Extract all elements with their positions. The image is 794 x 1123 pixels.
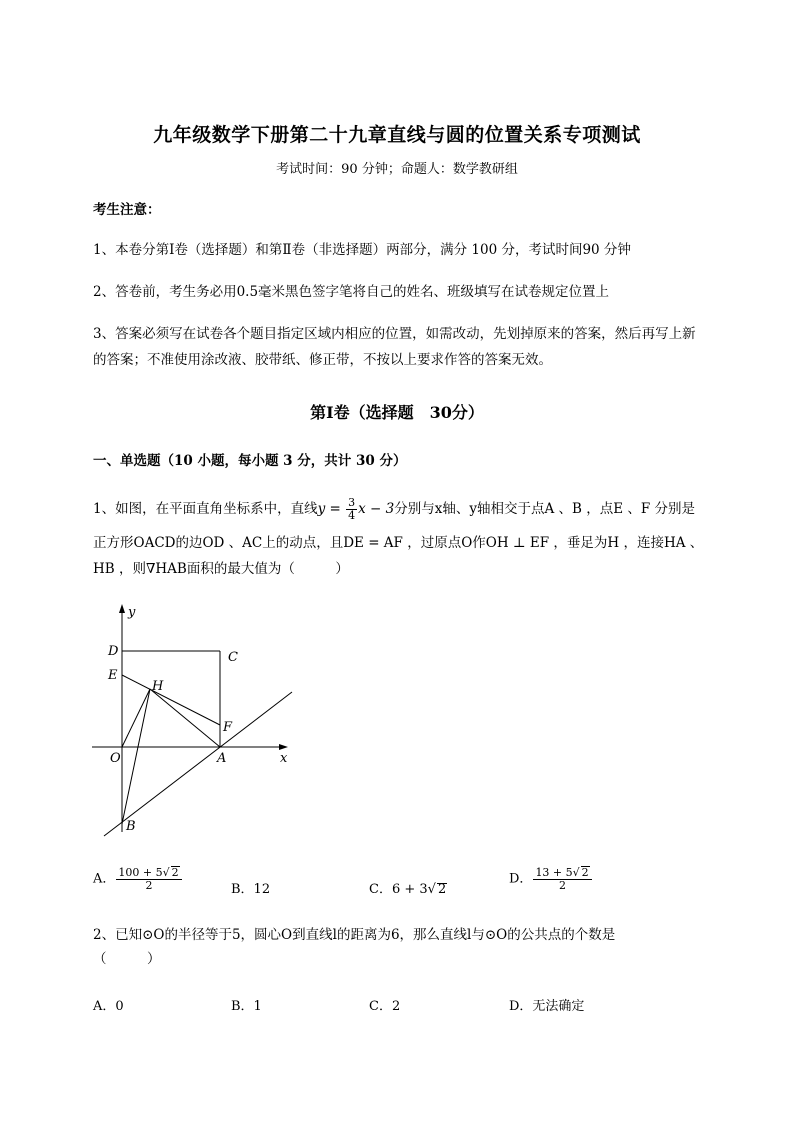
y-axis-arrow [119,604,125,613]
q2-option-C[interactable]: C．2 [369,999,401,1014]
notice-item-3: 3、答案必须写在试卷各个题目指定区域内相应的位置，如需改动，先划掉原来的答案，然后再写上新 [93,326,696,342]
segment-HA [150,689,220,747]
notice-item-1: 1、本卷分第Ⅰ卷（选择题）和第Ⅱ卷（非选择题）两部分，满分 100 分，考试时间90 分钟 [93,242,631,258]
q1-line-3: HB ，则∇HAB面积的最大值为（ ） [93,561,349,577]
q1-frac-num: 3 [348,496,356,509]
label-F: F [223,720,233,735]
q2-option-D[interactable]: D．无法确定 [509,999,585,1014]
label-D: D [108,644,119,659]
q2-line-2: （ ） [93,951,161,967]
q2-option-A[interactable]: A．0 [93,999,124,1014]
label-A: A [217,751,227,766]
q1-eq-rest: x − 3 [358,501,395,517]
q1-option-A-den: 2 [145,879,153,892]
q1-fraction [346,497,357,522]
q1-line-2: 正方形OACD的边OD 、AC上的动点，且DE = AF ，过原点O作OH ⊥ EF ，垂足为H ，连接HA 、 [93,535,704,551]
q1-option-C[interactable]: C．6 + 3√ 2 [369,882,447,897]
q1-option-D[interactable] [509,866,593,892]
q1-option-A-letter: A． [93,871,116,887]
label-y: y [128,605,136,620]
label-E: E [108,668,118,683]
q1-coordinate-figure [90,600,310,840]
notice-heading: 考生注意： [93,202,161,218]
q1-option-A-radicand: 2 [171,866,179,879]
q2-line-1: 2、已知⊙O的半径等于5，圆心O到直线l的距离为6，那么直线l与⊙O的公共点的个数是 [93,927,616,943]
q1-prefix: 1、如图，在平面直角坐标系中，直线 [93,501,318,517]
exam-info: 考试时间：90 分钟；命题人：数学教研组 [276,162,518,177]
q2-option-B[interactable]: B．1 [231,999,262,1014]
page-title: 九年级数学下册第二十九章直线与圆的位置关系专项测试 [153,124,641,146]
q1-option-C-radicand: 2 [437,882,447,897]
q1-eq-equals: = [325,501,346,517]
x-axis-arrow [279,744,288,750]
label-O: O [110,751,121,766]
q1-option-D-den: 2 [559,879,567,892]
section-heading: 一、单选题（10 小题，每小题 3 分，共计 30 分） [93,453,407,469]
q1-option-C-text: C．6 + 3 [369,882,428,897]
q1-option-D-letter: D． [509,871,533,887]
q1-option-B[interactable]: B．12 [231,882,271,897]
q1-frac-den: 4 [348,509,356,522]
label-H: H [152,679,164,694]
q1-option-D-num: 13 + 5 [535,866,573,879]
q1-option-A-fraction: $\frac{100 + 5√ 2}{2}$ [116,866,181,892]
q1-option-D-fraction: $\frac{13 + 5√ 2}{2}$ [533,866,591,892]
q1-option-A[interactable] [93,866,183,892]
q1-after-eq: 分别与x轴、y轴相交于点A 、B ，点E 、F 分别是 [394,501,696,517]
notice-item-2: 2、答卷前，考生务必用0.5毫米黑色签字笔将自己的姓名、班级填写在试卷规定位置上 [93,284,610,300]
segment-OH [122,689,150,747]
q1-line-1 [93,497,695,522]
part1-title: 第Ⅰ卷（选择题 30分） [310,403,484,422]
notice-item-3-cont: 的答案；不准使用涂改液、胶带纸、修正带，不按以上要求作答的答案无效。 [93,352,552,368]
label-x: x [280,751,288,766]
label-B: B [126,819,136,834]
q1-option-D-radicand: 2 [581,866,589,879]
q1-eq-y: y [317,501,326,517]
q1-option-A-num: 100 + 5 [118,866,163,879]
label-C: C [228,650,238,665]
